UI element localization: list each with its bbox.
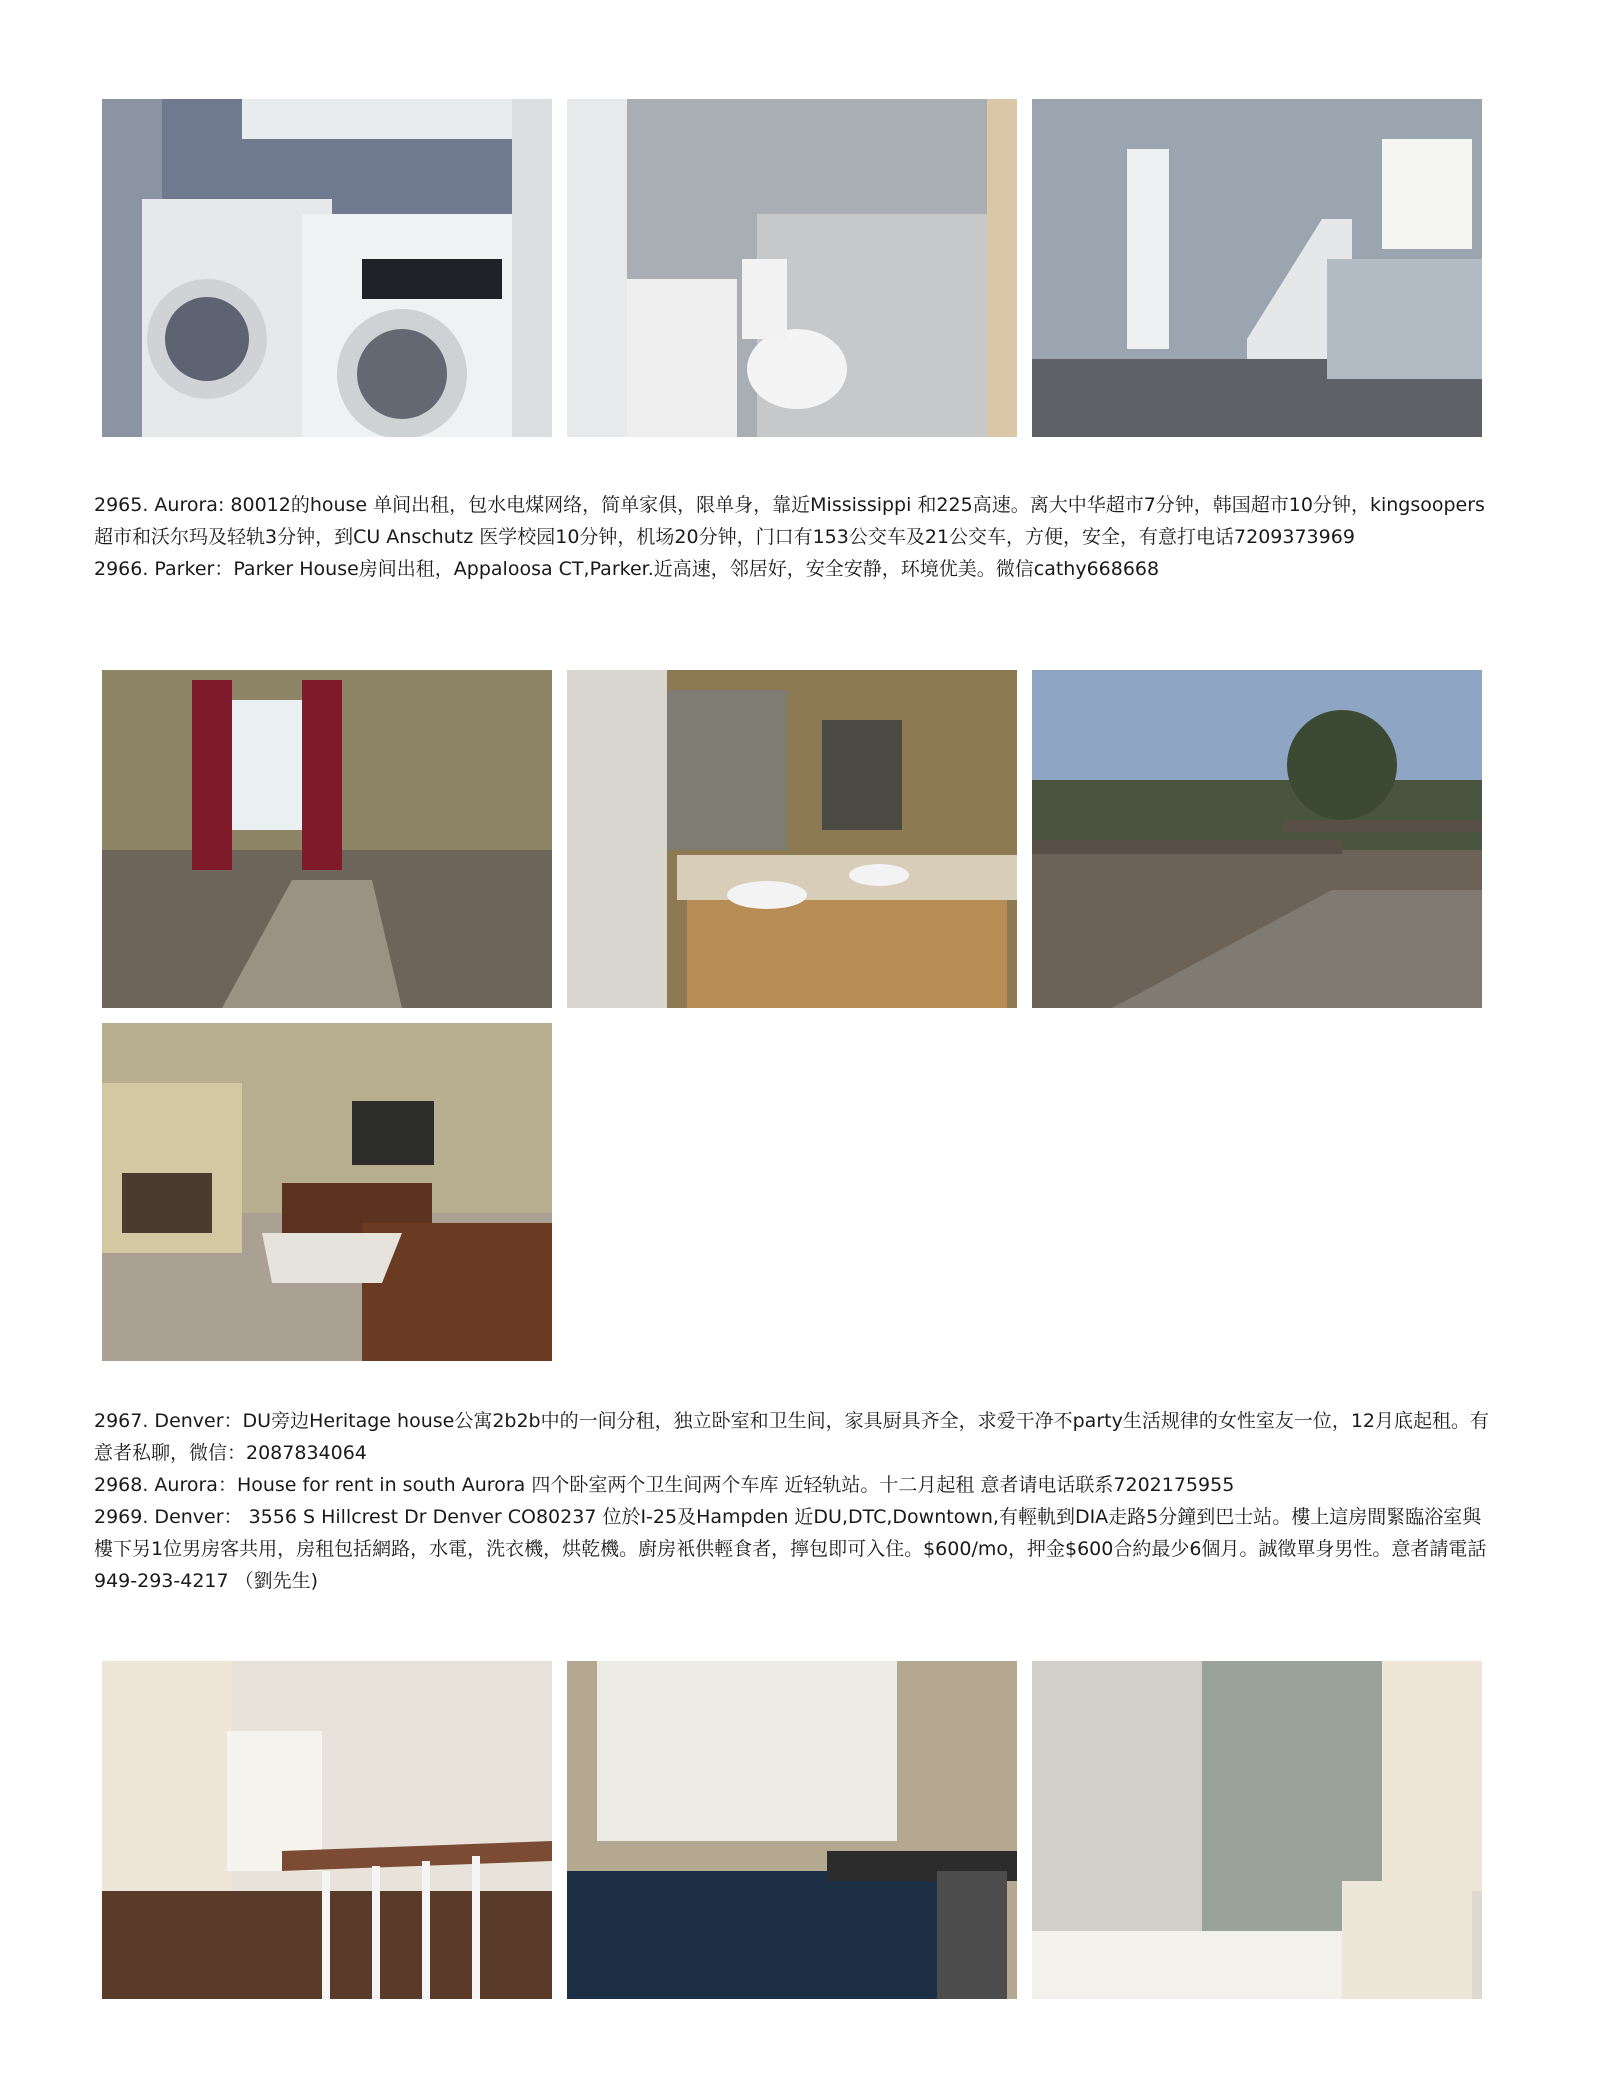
listing-2968: 2968. Aurora：House for rent in south Aurora 四个卧室两个卫生间两个车库 近轻轨站。十二月起租 意者请电话联系7202175955 [94,1474,1235,1496]
photo-stair-landing [102,1661,552,1999]
photo-living-room [102,1023,552,1361]
photo-laundry-room [102,99,552,437]
photo-bathroom-toilet [567,99,1017,437]
listing-2969: 2969. Denver： 3556 S Hillcrest Dr Denver CO80237 位於I-25及Hampden 近DU,DTC,Downtown,有輕軌到DIA走路5分鐘到巴士站。樓上這房間緊臨浴室與樓下另1位男房客共用，房租包括網路，水電，洗衣機，烘乾機。廚房衹供輕食者，擰包即可入住。$600/mo，押金$600合約最少6個月。誠徵單身男性。意者請電話949-293-4217 （劉先生) [94,1506,1487,1592]
listing-2966: 2966. Parker：Parker House房间出租，Appaloosa CT,Parker.近高速，邻居好，安全安静，环境优美。微信cathy668668 [94,558,1160,580]
listings-group-1 [94,489,1494,585]
listing-2967: 2967. Denver：DU旁边Heritage house公寓2b2b中的一间分租，独立卧室和卫生间，家具厨具齐全，求爱干净不party生活规律的女性室友一位，12月底起租。有意者私聊，微信：2087834064 [94,1410,1490,1464]
photo-entry-stairs [1032,99,1482,437]
listing-2965: 2965. Aurora: 80012的house 单间出租，包水电煤网络，简单家俱，限单身，靠近Mississippi 和225高速。离大中华超市7分钟，韩国超市10分钟，kingsoopers超市和沃尔玛及轻轨3分钟，到CU Anschutz 医学校园10分钟，机场20分钟，门口有153公交车及21公交车，方便，安全，有意打电话7209373969 [94,494,1485,548]
photo-bathroom-vanity [567,670,1017,1008]
photo-small-bedroom [567,1661,1017,1999]
photo-back-deck [1032,670,1482,1008]
photo-bedroom-window [102,670,552,1008]
listings-group-2 [94,1405,1494,1597]
photo-marble-shower [1032,1661,1482,1999]
